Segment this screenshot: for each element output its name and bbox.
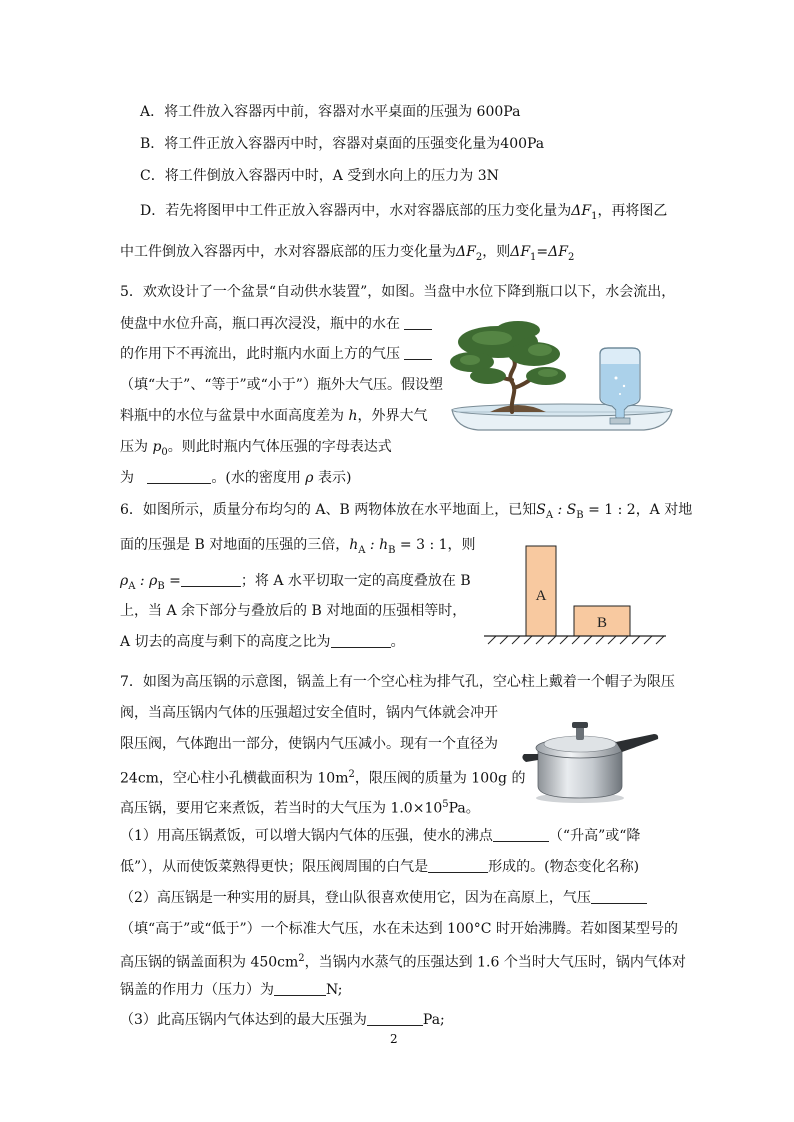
q4-option-d-line1 (140, 201, 667, 227)
q6-line4: 上，当 A 余下部分与叠放后的 B 对地面的压强相等时， (120, 603, 467, 619)
q7-line2: 阀，当高压锅内气体的压强超过安全值时，锅内气体就会冲开 (120, 705, 498, 721)
q7-s2d-end: N; (326, 982, 343, 998)
q5-blank-3[interactable] (147, 469, 211, 484)
q4-d-sub: 1 (591, 210, 598, 222)
q6-line2 (120, 535, 476, 561)
q7-l5-sup: 5 (442, 799, 449, 810)
q7-s1a: （1）用高压锅煮饭，可以增大锅内气体的压强，使水的沸点 (120, 828, 493, 844)
q5-var-p: p (152, 439, 162, 455)
q6-h: h (349, 537, 359, 553)
q4-d2-mid: ，则 (482, 244, 511, 260)
q6-line3 (120, 571, 471, 597)
q6-hb: B (388, 544, 396, 556)
q7-s3-end: Pa; (422, 1012, 445, 1028)
q4-d2-sub: 2 (475, 251, 483, 263)
q7-blank-5[interactable] (367, 1011, 423, 1026)
q6-rho-a: A (128, 580, 136, 592)
q4-d2-eq-sub1: 1 (530, 251, 537, 263)
bonsai-water-device-figure (448, 318, 676, 440)
q7-sub2-line4 (120, 980, 342, 1000)
blocks-a-b-figure (484, 542, 670, 646)
q4-option-d-line2 (120, 242, 574, 268)
page-number: 2 (390, 1032, 398, 1046)
q7-sub1-line1 (120, 826, 640, 846)
q6-l5-end: 。 (390, 634, 405, 650)
q7-s1b: （“升高”或“降 (548, 828, 641, 844)
q7-sub2-line1 (120, 888, 647, 908)
q4-d2-text: 中工件倒放入容器丙中，水对容器底部的压力变化量为 (120, 244, 456, 260)
q4-d2-eq-lhs: ΔF (510, 244, 531, 260)
q5-line7 (120, 468, 351, 488)
q7-l4-sup: 2 (348, 769, 355, 780)
q7-blank-3[interactable] (591, 889, 647, 904)
q6-rho-b: B (157, 580, 165, 592)
q7-blank-2[interactable] (428, 858, 488, 873)
q6-l1a: 6．如图所示，质量分布均匀的 A、B 两物体放在水平地面上，已知 (120, 502, 537, 518)
q7-line4 (120, 765, 525, 789)
q7-l4a: 24cm，空心柱小孔横截面积为 10m (120, 770, 349, 787)
q5-line5 (120, 406, 427, 426)
q5-l7c: 表示) (313, 470, 352, 486)
q6-l2b: ，则 (447, 537, 476, 553)
q4-option-b: B．将工件正放入容器丙中时，容器对桌面的压强变化量为400Pa (140, 136, 545, 152)
q7-s2d: 锅盖的作用力（压力）为 (120, 982, 274, 998)
q5-l6a: 压为 (120, 439, 153, 455)
q7-l5a: 高压锅，要用它来煮饭，若当时的大气压为 1.0×10 (120, 800, 443, 817)
q5-l5b: ，外界大气 (357, 408, 428, 424)
q6-rho-mid: : ρ (135, 573, 158, 589)
q5-l7b: 。(水的密度用 (211, 470, 306, 486)
q5-line2 (120, 314, 432, 334)
q6-ratio-s: S (536, 502, 546, 518)
block-b-label: B (596, 615, 608, 631)
q5-var-rho: ρ (305, 470, 314, 486)
q6-blank-1[interactable] (181, 572, 241, 587)
q6-hend: = 3 : 1 (395, 537, 448, 553)
q5-l7a: 为 (120, 470, 134, 486)
q5-l5a: 料瓶中的水位与盆景中水面高度差为 (120, 408, 349, 424)
q5-line3 (120, 344, 432, 364)
q6-rho: ρ (120, 573, 129, 589)
q6-ratio-mid: : S (553, 502, 577, 518)
q4-option-a: A．将工件放入容器丙中前，容器对水平桌面的压强为 600Pa (140, 104, 521, 120)
q5-l3-text: 的作用下不再流出，此时瓶内水面上方的气压 (120, 346, 400, 362)
q6-l2a: 面的压强是 B 对地面的压强的三倍， (120, 537, 350, 553)
q6-l1b: ，A 对地 (635, 502, 693, 518)
q5-var-p-sub: 0 (161, 446, 168, 458)
q7-sub2-line2: （填“高于”或“低于”）一个标准大气压，水在未达到 100°C 时开始沸腾。若如图某型号的 (120, 921, 678, 937)
block-a-label: A (535, 588, 547, 604)
q6-rho-eq: = (164, 573, 181, 589)
q7-s1c: 低”），从而使饭菜熟得更快；限压阀周围的白气是 (120, 859, 429, 875)
q7-sub3-line1 (120, 1010, 445, 1030)
q7-line1: 7．如图为高压锅的示意图，锅盖上有一个空心柱为排气孔，空心柱上戴着一个帽子为限压 (120, 674, 675, 690)
q6-line1 (120, 500, 692, 526)
q7-s2c-sup: 2 (298, 953, 305, 964)
q6-ratio-sb: B (576, 509, 584, 521)
q5-line1: 5．欢欢设计了一个盆景“自动供水装置”，如图。当盘中水位下降到瓶口以下，水会流出， (120, 284, 676, 300)
pressure-cooker-figure (520, 708, 660, 804)
q5-l6b: 。则此时瓶内气体压强的字母表达式 (167, 439, 392, 455)
q5-l2-text: 使盘中水位升高，瓶口再次浸没，瓶中的水在 (120, 316, 400, 332)
q5-var-h: h (348, 408, 358, 424)
q4-d2-eq-rhs: =ΔF (536, 244, 568, 260)
q5-blank-1[interactable] (404, 315, 432, 330)
q6-ratio-end: = 1 : 2 (583, 502, 636, 518)
q4-option-c: C．将工件倒放入容器丙中时，A 受到水向上的压力为 3N (140, 168, 499, 184)
q6-hmid: : h (365, 537, 389, 553)
q5-line4: （填“大于”、“等于”或“小于”）瓶外大气压。假设塑 (120, 377, 443, 393)
q4-d2-eq-sub2: 2 (567, 251, 575, 263)
q7-s2c2: ，当锅内水蒸气的压强达到 1.6 个当时大气压时，锅内气体对 (304, 954, 686, 971)
q7-s3: （3）此高压锅内气体达到的最大压强为 (120, 1012, 367, 1028)
q7-sub1-line2 (120, 857, 639, 877)
q7-s2c1: 高压锅的锅盖面积为 450cm (120, 954, 299, 971)
q5-line6 (120, 437, 392, 463)
q7-sub2-line3 (120, 949, 686, 973)
q7-l4b: ，限压阀的质量为 100g 的 (354, 770, 526, 787)
q7-blank-4[interactable] (274, 981, 326, 996)
q7-s1d: 形成的。(物态变化名称) (488, 859, 640, 875)
q4-d-text: D．若先将图甲中工件正放入容器丙中，水对容器底部的压力变化量为 (140, 203, 572, 219)
q7-s2a: （2）高压锅是一种实用的厨具，登山队很喜欢使用它，因为在高原上，气压 (120, 890, 591, 906)
q4-d-end: ，再将图乙 (597, 203, 668, 219)
q6-l5-text: A 切去的高度与剩下的高度之比为 (120, 634, 331, 650)
q6-ratio-sa: A (545, 509, 554, 521)
q6-ha: A (358, 544, 366, 556)
q6-line5 (120, 632, 405, 652)
q7-l5b: Pa。 (448, 800, 480, 817)
q5-blank-2[interactable] (404, 345, 432, 360)
q4-d-delta-f: ΔF (571, 203, 592, 219)
q6-l3b: ；将 A 水平切取一定的高度叠放在 B (240, 573, 471, 589)
q7-blank-1[interactable] (493, 827, 549, 842)
q7-line3: 限压阀，气体跑出一部分，使锅内气压减小。现有一个直径为 (120, 736, 498, 752)
q4-d2-delta-f: ΔF (456, 244, 476, 260)
q6-blank-2[interactable] (331, 633, 391, 648)
q7-line5 (120, 795, 480, 819)
